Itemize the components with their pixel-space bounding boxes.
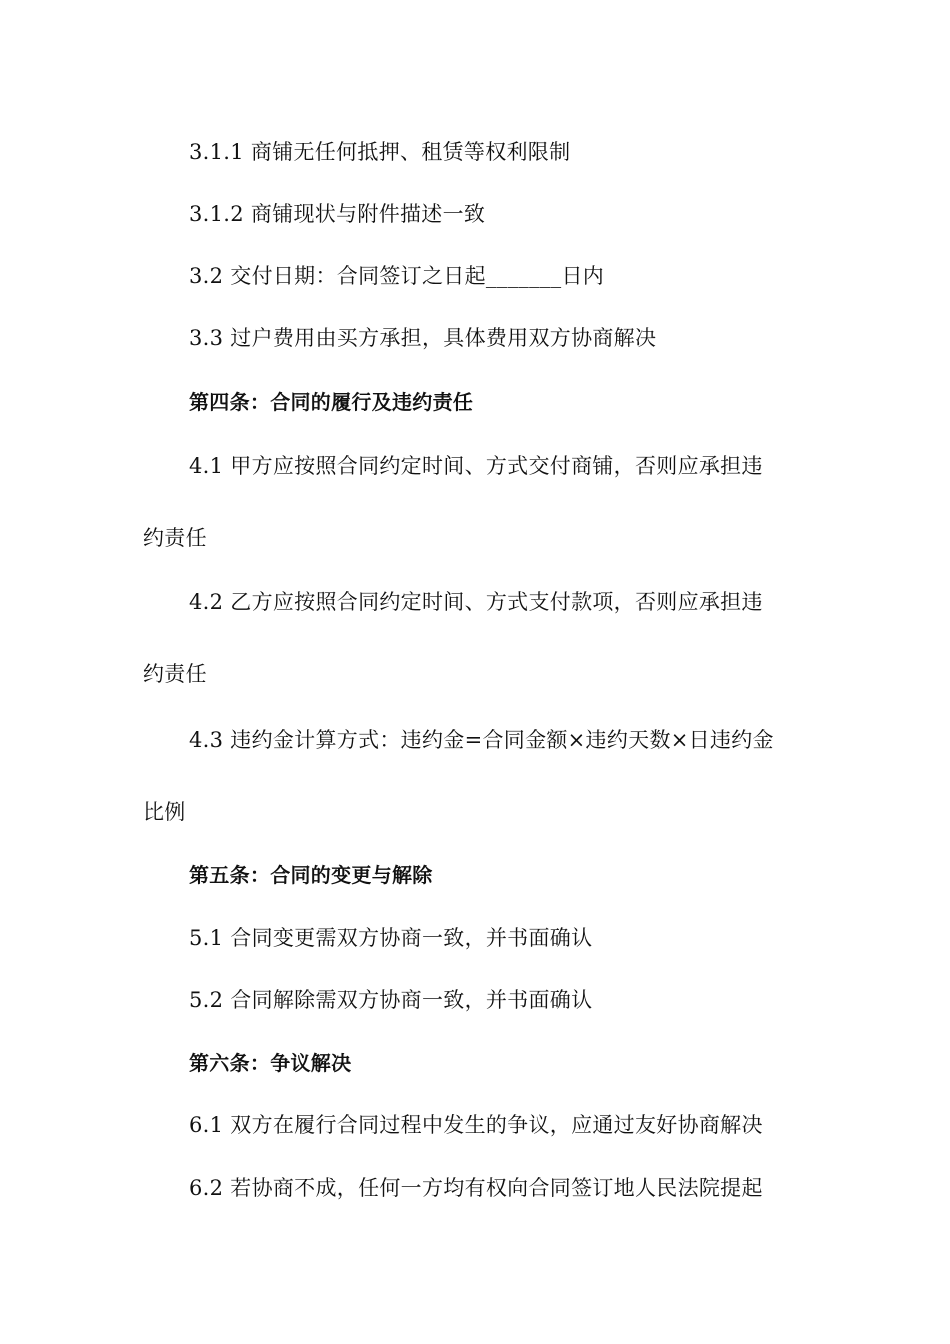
section-heading-6: 第六条：争议解决 [189, 1051, 352, 1075]
clause-4-1-continued: 约责任 [143, 526, 207, 550]
clause-5-2: 5.2 合同解除需双方协商一致，并书面确认 [189, 988, 593, 1012]
clause-3-3: 3.3 过户费用由买方承担，具体费用双方协商解决 [189, 326, 657, 350]
clause-6-1: 6.1 双方在履行合同过程中发生的争议，应通过友好协商解决 [189, 1113, 763, 1137]
clause-3-1-1: 3.1.1 商铺无任何抵押、租赁等权利限制 [189, 140, 571, 164]
clause-4-3: 4.3 违约金计算方式：违约金=合同金额×违约天数×日违约金 [189, 728, 774, 752]
section-heading-4: 第四条：合同的履行及违约责任 [189, 390, 474, 414]
clause-4-2-continued: 约责任 [143, 662, 207, 686]
clause-4-1: 4.1 甲方应按照合同约定时间、方式交付商铺，否则应承担违 [189, 454, 763, 478]
clause-3-2: 3.2 交付日期：合同签订之日起_______日内 [189, 264, 605, 288]
clause-3-1-2: 3.1.2 商铺现状与附件描述一致 [189, 202, 486, 226]
clause-4-2: 4.2 乙方应按照合同约定时间、方式支付款项，否则应承担违 [189, 590, 763, 614]
clause-5-1: 5.1 合同变更需双方协商一致，并书面确认 [189, 926, 593, 950]
section-heading-5: 第五条：合同的变更与解除 [189, 863, 433, 887]
clause-4-3-continued: 比例 [143, 800, 186, 824]
clause-6-2: 6.2 若协商不成，任何一方均有权向合同签订地人民法院提起 [189, 1176, 763, 1200]
